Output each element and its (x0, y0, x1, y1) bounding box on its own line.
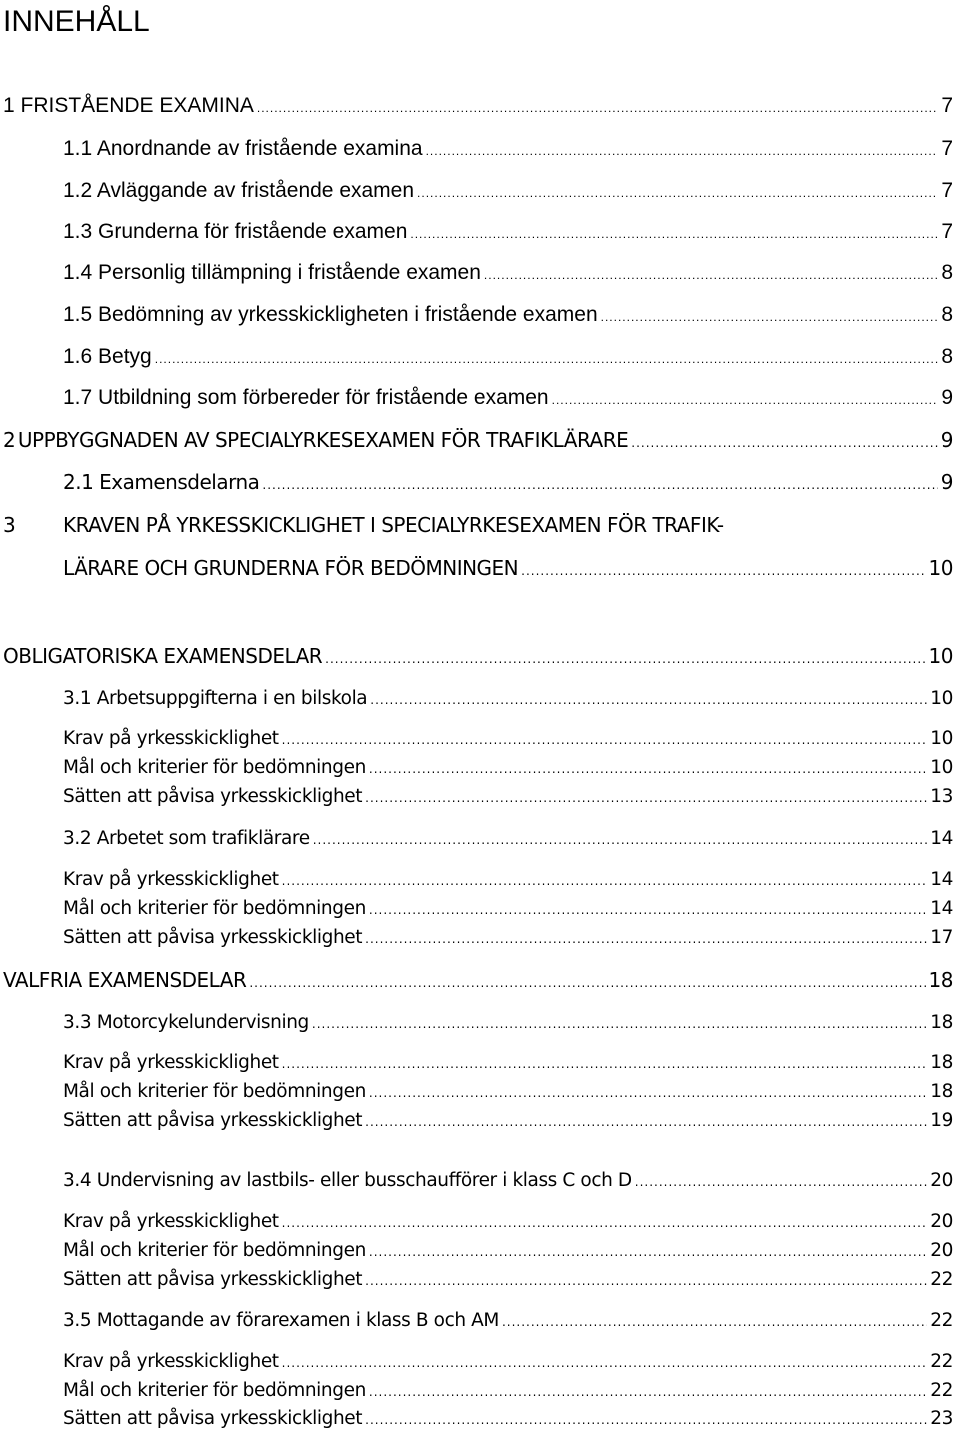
toc-leader-dots (369, 1377, 927, 1407)
toc-leader-dots (262, 470, 937, 500)
toc-entry-title: Krav på yrkesskicklighet (63, 869, 279, 890)
toc-page-number: 7 (941, 137, 953, 160)
toc-entry-title: OBLIGATORISKA EXAMENSDELAR (3, 644, 323, 668)
toc-leader-dots (369, 754, 927, 784)
toc-entry-title: 3.3 Motorcykelundervisning (63, 1012, 309, 1033)
toc-page-number: 7 (941, 94, 953, 117)
toc-leader-dots (282, 1348, 928, 1378)
toc-entry-3-3[interactable] (63, 1008, 953, 1038)
toc-chapter-number: 2 (3, 428, 16, 452)
toc-page-number: 14 (930, 898, 953, 919)
toc-entry-title: 1.2 Avläggande av fristående examen (63, 179, 415, 202)
toc-page-number: 10 (930, 728, 953, 749)
toc-entry-title: Mål och kriterier för bedömningen (63, 898, 366, 919)
toc-entry-1-4[interactable] (63, 258, 953, 288)
toc-page-number: 18 (930, 1012, 953, 1033)
toc-entry-title: VALFRIA EXAMENSDELAR (3, 968, 247, 992)
toc-entry-1-3[interactable] (63, 217, 953, 247)
toc-entry-3-4-satt[interactable] (63, 1265, 953, 1295)
toc-entry-title: Krav på yrkesskicklighet (63, 1351, 279, 1372)
toc-entry-title: Sätten att påvisa yrkesskicklighet (63, 1408, 363, 1429)
toc-page-number: 9 (940, 470, 953, 494)
toc-page-number: 7 (941, 220, 953, 243)
toc-leader-dots (502, 1307, 927, 1337)
toc-leader-dots (282, 866, 928, 896)
toc-entry-1-2[interactable] (63, 176, 953, 206)
toc-page-number: 22 (930, 1310, 953, 1331)
toc-leader-dots (635, 1167, 928, 1197)
toc-entry-title: Mål och kriterier för bedömningen (63, 1240, 366, 1261)
toc-leader-dots (426, 136, 939, 166)
toc-entry-3-2-satt[interactable] (63, 923, 953, 953)
toc-leader-dots (601, 302, 939, 332)
toc-entry-obligatoriska[interactable] (3, 641, 953, 671)
toc-entry-title: KRAVEN PÅ YRKESSKICKLIGHET I SPECIALYRKESEXAMEN FÖR TRAFIK- (63, 513, 724, 537)
toc-entry-title: 1.7 Utbildning som förbereder för fristående examen (63, 386, 549, 409)
toc-entry-3-1-krav[interactable] (63, 724, 953, 754)
toc-page-number: 9 (941, 386, 953, 409)
toc-leader-dots (365, 1107, 927, 1137)
toc-entry-title: 1.6 Betyg (63, 345, 152, 368)
toc-page-number: 14 (930, 869, 953, 890)
toc-page-number: 8 (941, 303, 953, 326)
toc-entry-title: Sätten att påvisa yrkesskicklighet (63, 786, 363, 807)
toc-page-number: 17 (930, 927, 953, 948)
toc-page-number: 22 (930, 1269, 953, 1290)
toc-leader-dots (484, 260, 938, 290)
toc-leader-dots (249, 968, 925, 998)
toc-entry-chapter-1[interactable] (3, 91, 953, 121)
toc-page-number: 8 (941, 261, 953, 284)
toc-leader-dots (155, 344, 939, 374)
toc-entry-3-3-mal[interactable] (63, 1077, 953, 1107)
toc-leader-dots (370, 685, 927, 715)
toc-entry-1-1[interactable] (63, 134, 953, 164)
toc-entry-title: Sätten att påvisa yrkesskicklighet (63, 1110, 363, 1131)
toc-entry-title: UPPBYGGNADEN AV SPECIALYRKESEXAMEN FÖR TRAFIKLÄRARE (17, 428, 629, 452)
toc-entry-title: Krav på yrkesskicklighet (63, 1052, 279, 1073)
toc-entry-3-4[interactable] (63, 1166, 953, 1196)
toc-leader-dots (325, 644, 925, 674)
toc-entry-title: 3.2 Arbetet som trafiklärare (63, 828, 310, 849)
toc-entry-1-6[interactable] (63, 342, 953, 372)
toc-entry-valfria[interactable] (3, 965, 953, 995)
toc-page-number: 20 (930, 1170, 953, 1191)
toc-page-number: 19 (930, 1110, 953, 1131)
toc-entry-title: Mål och kriterier för bedömningen (63, 757, 366, 778)
toc-leader-dots (369, 895, 927, 925)
toc-entry-title: 1.5 Bedömning av yrkesskickligheten i fristående examen (63, 303, 598, 326)
toc-entry-title: Krav på yrkesskicklighet (63, 728, 279, 749)
toc-entry-title: 2.1 Examensdelarna (63, 470, 260, 494)
toc-entry-3-5-mal[interactable] (63, 1376, 953, 1406)
toc-leader-dots (631, 428, 938, 458)
toc-entry-3-3-krav[interactable] (63, 1048, 953, 1078)
toc-entry-1-5[interactable] (63, 300, 953, 330)
toc-entry-title: Mål och kriterier för bedömningen (63, 1380, 366, 1401)
toc-leader-dots (313, 825, 928, 855)
toc-entry-3-2-krav[interactable] (63, 865, 953, 895)
toc-entry-title: Sätten att påvisa yrkesskicklighet (63, 927, 363, 948)
toc-entry-3-1-mal[interactable] (63, 753, 953, 783)
toc-entry-chapter-3-line1[interactable] (3, 510, 724, 540)
toc-leader-dots (365, 783, 927, 813)
toc-page-number: 18 (928, 968, 953, 992)
page-title: INNEHÅLL (3, 5, 150, 38)
toc-entry-title: Sätten att påvisa yrkesskicklighet (63, 1269, 363, 1290)
toc-leader-dots (282, 1208, 928, 1238)
toc-entry-1-7[interactable] (63, 383, 953, 413)
toc-page-number: 18 (930, 1052, 953, 1073)
toc-entry-3-4-krav[interactable] (63, 1207, 953, 1237)
toc-page-number: 23 (930, 1408, 953, 1429)
toc-entry-title: 1.3 Grunderna för fristående examen (63, 220, 408, 243)
toc-entry-title: 1.1 Anordnande av fristående examina (63, 137, 423, 160)
toc-entry-title: Krav på yrkesskicklighet (63, 1211, 279, 1232)
toc-entry-3-5-satt[interactable] (63, 1404, 953, 1434)
toc-page-number: 20 (930, 1211, 953, 1232)
toc-leader-dots (282, 725, 928, 755)
toc-page-number: 20 (930, 1240, 953, 1261)
toc-leader-dots (552, 385, 939, 415)
toc-leader-dots (369, 1237, 927, 1267)
toc-entry-title: 3.5 Mottagande av förarexamen i klass B och AM (63, 1310, 499, 1331)
toc-leader-dots (282, 1049, 928, 1079)
toc-page-number: 10 (928, 644, 953, 668)
toc-leader-dots (521, 556, 925, 586)
toc-entry-3-3-satt[interactable] (63, 1106, 953, 1136)
toc-entry-2-1[interactable] (63, 467, 953, 497)
toc-leader-dots (365, 1405, 927, 1435)
toc-page-number: 18 (930, 1081, 953, 1102)
toc-leader-dots (365, 924, 927, 954)
toc-page-number: 22 (930, 1380, 953, 1401)
toc-chapter-number: 3 (3, 513, 16, 537)
toc-leader-dots (417, 178, 938, 208)
toc-entry-3-5[interactable] (63, 1306, 953, 1336)
toc-entry-title: 3.1 Arbetsuppgifterna i en bilskola (63, 688, 368, 709)
toc-leader-dots (365, 1266, 927, 1296)
toc-entry-3-1[interactable] (63, 684, 953, 714)
toc-entry-title: 1.4 Personlig tillämpning i fristående examen (63, 261, 481, 284)
toc-page-number: 9 (940, 428, 953, 452)
toc-entry-3-4-mal[interactable] (63, 1236, 953, 1266)
toc-page-number: 10 (928, 556, 953, 580)
toc-entry-chapter-2[interactable] (3, 425, 953, 455)
toc-entry-3-1-satt[interactable] (63, 782, 953, 812)
toc-entry-title: 1 FRISTÅENDE EXAMINA (3, 94, 254, 117)
toc-page-number: 7 (941, 179, 953, 202)
toc-entry-3-5-krav[interactable] (63, 1347, 953, 1377)
toc-leader-dots (410, 219, 938, 249)
toc-leader-dots (369, 1078, 927, 1108)
toc-page-number: 22 (930, 1351, 953, 1372)
toc-page-number: 13 (930, 786, 953, 807)
toc-entry-3-2-mal[interactable] (63, 894, 953, 924)
toc-entry-title-continued: LÄRARE OCH GRUNDERNA FÖR BEDÖMNINGEN (63, 556, 519, 580)
toc-entry-title: 3.4 Undervisning av lastbils- eller busschaufförer i klass C och D (63, 1170, 632, 1191)
toc-page-number: 10 (930, 757, 953, 778)
toc-entry-3-2[interactable] (63, 824, 953, 854)
toc-entry-title: Mål och kriterier för bedömningen (63, 1081, 366, 1102)
toc-leader-dots (257, 93, 938, 123)
toc-page-number: 10 (930, 688, 953, 709)
toc-entry-chapter-3[interactable] (63, 553, 953, 583)
toc-page-number: 8 (941, 345, 953, 368)
toc-page-number: 14 (930, 828, 953, 849)
toc-leader-dots (312, 1009, 927, 1039)
